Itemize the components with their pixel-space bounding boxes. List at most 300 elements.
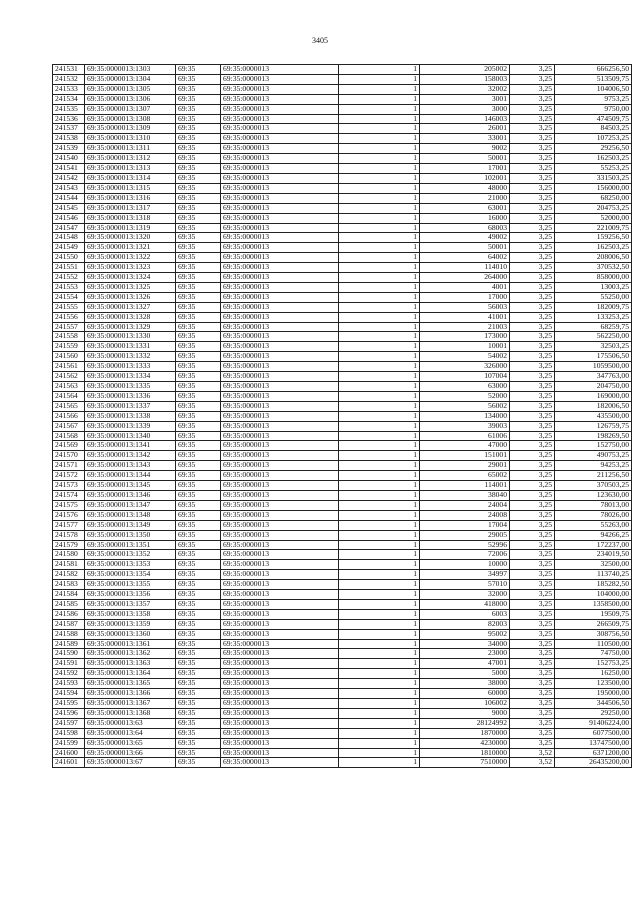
quarter-number-cell: 69:35:0000013 [221,352,339,362]
table-row [53,421,632,431]
area-cell: 3001 [420,94,510,104]
area-cell: 29005 [420,530,510,540]
cadastral-value-cell: 55253,25 [555,164,632,174]
table-row [53,173,632,183]
district-code-cell: 69:35 [176,679,221,689]
cadastral-number-cell: 69:35:0000013:1313 [85,164,176,174]
specific-value-cell: 3,25 [510,134,555,144]
area-cell: 158003 [420,74,510,84]
cadastral-number-cell: 69:35:0000013:1327 [85,302,176,312]
district-code-cell: 69:35 [176,441,221,451]
cadastral-number-cell: 69:35:0000013:1331 [85,342,176,352]
count-cell: 1 [339,94,420,104]
cadastral-number-cell: 69:35:0000013:1354 [85,570,176,580]
count-cell: 1 [339,74,420,84]
specific-value-cell: 3,25 [510,302,555,312]
cadastral-value-cell: 133253,25 [555,312,632,322]
count-cell: 1 [339,65,420,75]
cadastral-value-table [52,64,632,768]
cadastral-number-cell: 69:35:0000013:1324 [85,273,176,283]
cadastral-value-cell: 344506,50 [555,699,632,709]
specific-value-cell: 3,25 [510,292,555,302]
cadastral-value-cell: 74750,00 [555,649,632,659]
row-number-cell: 241534 [53,94,85,104]
row-number-cell: 241583 [53,580,85,590]
cadastral-value-cell: 52000,00 [555,213,632,223]
cadastral-number-cell: 69:35:0000013:1366 [85,689,176,699]
row-number-cell: 241532 [53,74,85,84]
quarter-number-cell: 69:35:0000013 [221,213,339,223]
quarter-number-cell: 69:35:0000013 [221,273,339,283]
cadastral-number-cell: 69:35:0000013:1308 [85,114,176,124]
quarter-number-cell: 69:35:0000013 [221,708,339,718]
count-cell: 1 [339,728,420,738]
quarter-number-cell: 69:35:0000013 [221,94,339,104]
district-code-cell: 69:35 [176,738,221,748]
specific-value-cell: 3,52 [510,758,555,768]
row-number-cell: 241554 [53,292,85,302]
cadastral-value-cell: 32500,00 [555,560,632,570]
cadastral-number-cell: 69:35:0000013:1323 [85,263,176,273]
area-cell: 3000 [420,104,510,114]
district-code-cell: 69:35 [176,273,221,283]
cadastral-number-cell: 69:35:0000013:1365 [85,679,176,689]
table-row [53,451,632,461]
district-code-cell: 69:35 [176,669,221,679]
quarter-number-cell: 69:35:0000013 [221,292,339,302]
cadastral-value-cell: 211256,50 [555,471,632,481]
table-row [53,580,632,590]
quarter-number-cell: 69:35:0000013 [221,619,339,629]
count-cell: 1 [339,580,420,590]
cadastral-number-cell: 69:35:0000013:1304 [85,74,176,84]
table-row [53,203,632,213]
count-cell: 1 [339,154,420,164]
row-number-cell: 241549 [53,243,85,253]
specific-value-cell: 3,25 [510,114,555,124]
cadastral-number-cell: 69:35:0000013:1346 [85,490,176,500]
district-code-cell: 69:35 [176,520,221,530]
cadastral-value-cell: 562250,00 [555,332,632,342]
specific-value-cell: 3,25 [510,540,555,550]
table-row [53,154,632,164]
count-cell: 1 [339,599,420,609]
row-number-cell: 241582 [53,570,85,580]
row-number-cell: 241597 [53,718,85,728]
district-code-cell: 69:35 [176,322,221,332]
quarter-number-cell: 69:35:0000013 [221,490,339,500]
count-cell: 1 [339,342,420,352]
cadastral-value-cell: 126759,75 [555,421,632,431]
area-cell: 5000 [420,669,510,679]
row-number-cell: 241551 [53,263,85,273]
district-code-cell: 69:35 [176,154,221,164]
quarter-number-cell: 69:35:0000013 [221,590,339,600]
cadastral-number-cell: 69:35:0000013:64 [85,728,176,738]
cadastral-number-cell: 69:35:0000013:1305 [85,84,176,94]
cadastral-value-cell: 221009,75 [555,223,632,233]
specific-value-cell: 3,25 [510,738,555,748]
table-row [53,114,632,124]
specific-value-cell: 3,25 [510,669,555,679]
district-code-cell: 69:35 [176,233,221,243]
cadastral-value-cell: 91406224,00 [555,718,632,728]
district-code-cell: 69:35 [176,590,221,600]
cadastral-value-cell: 266509,75 [555,619,632,629]
count-cell: 1 [339,570,420,580]
table-row [53,302,632,312]
cadastral-value-cell: 513509,75 [555,74,632,84]
specific-value-cell: 3,25 [510,332,555,342]
count-cell: 1 [339,173,420,183]
specific-value-cell: 3,25 [510,500,555,510]
table-row [53,183,632,193]
count-cell: 1 [339,689,420,699]
quarter-number-cell: 69:35:0000013 [221,391,339,401]
area-cell: 52996 [420,540,510,550]
row-number-cell: 241559 [53,342,85,352]
specific-value-cell: 3,25 [510,619,555,629]
cadastral-value-cell: 234019,50 [555,550,632,560]
table-row [53,193,632,203]
specific-value-cell: 3,25 [510,382,555,392]
count-cell: 1 [339,253,420,263]
row-number-cell: 241553 [53,282,85,292]
district-code-cell: 69:35 [176,213,221,223]
district-code-cell: 69:35 [176,74,221,84]
area-cell: 418000 [420,599,510,609]
area-cell: 9000 [420,708,510,718]
specific-value-cell: 3,25 [510,560,555,570]
quarter-number-cell: 69:35:0000013 [221,124,339,134]
area-cell: 65002 [420,471,510,481]
district-code-cell: 69:35 [176,164,221,174]
cadastral-number-cell: 69:35:0000013:1315 [85,183,176,193]
row-number-cell: 241571 [53,461,85,471]
district-code-cell: 69:35 [176,699,221,709]
count-cell: 1 [339,233,420,243]
cadastral-number-cell: 69:35:0000013:1362 [85,649,176,659]
row-number-cell: 241543 [53,183,85,193]
table-row [53,520,632,530]
count-cell: 1 [339,302,420,312]
count-cell: 1 [339,748,420,758]
cadastral-value-cell: 104000,00 [555,590,632,600]
quarter-number-cell: 69:35:0000013 [221,510,339,520]
specific-value-cell: 3,25 [510,431,555,441]
cadastral-number-cell: 69:35:0000013:1349 [85,520,176,530]
district-code-cell: 69:35 [176,570,221,580]
table-row [53,104,632,114]
quarter-number-cell: 69:35:0000013 [221,609,339,619]
quarter-number-cell: 69:35:0000013 [221,233,339,243]
quarter-number-cell: 69:35:0000013 [221,322,339,332]
cadastral-number-cell: 69:35:0000013:1345 [85,481,176,491]
district-code-cell: 69:35 [176,659,221,669]
count-cell: 1 [339,669,420,679]
cadastral-number-cell: 69:35:0000013:1338 [85,411,176,421]
specific-value-cell: 3,25 [510,352,555,362]
quarter-number-cell: 69:35:0000013 [221,699,339,709]
quarter-number-cell: 69:35:0000013 [221,500,339,510]
cadastral-value-cell: 172237,00 [555,540,632,550]
cadastral-number-cell: 69:35:0000013:1329 [85,322,176,332]
area-cell: 61006 [420,431,510,441]
row-number-cell: 241533 [53,84,85,94]
quarter-number-cell: 69:35:0000013 [221,253,339,263]
count-cell: 1 [339,649,420,659]
row-number-cell: 241560 [53,352,85,362]
table-row [53,619,632,629]
cadastral-number-cell: 69:35:0000013:1309 [85,124,176,134]
cadastral-value-cell: 19509,75 [555,609,632,619]
row-number-cell: 241575 [53,500,85,510]
table-row [53,728,632,738]
table-row [53,590,632,600]
area-cell: 10001 [420,342,510,352]
table-row [53,530,632,540]
row-number-cell: 241565 [53,401,85,411]
area-cell: 205002 [420,65,510,75]
cadastral-value-cell: 123630,00 [555,490,632,500]
row-number-cell: 241570 [53,451,85,461]
area-cell: 146003 [420,114,510,124]
cadastral-value-cell: 13747500,00 [555,738,632,748]
cadastral-number-cell: 69:35:0000013:1358 [85,609,176,619]
district-code-cell: 69:35 [176,411,221,421]
table-row [53,134,632,144]
table-row [53,84,632,94]
count-cell: 1 [339,540,420,550]
table-row [53,461,632,471]
cadastral-value-cell: 666256,50 [555,65,632,75]
table-row [53,411,632,421]
row-number-cell: 241544 [53,193,85,203]
cadastral-value-cell: 9753,25 [555,94,632,104]
district-code-cell: 69:35 [176,649,221,659]
specific-value-cell: 3,25 [510,599,555,609]
count-cell: 1 [339,312,420,322]
row-number-cell: 241593 [53,679,85,689]
cadastral-number-cell: 69:35:0000013:1347 [85,500,176,510]
row-number-cell: 241535 [53,104,85,114]
area-cell: 17000 [420,292,510,302]
table-row [53,659,632,669]
cadastral-number-cell: 69:35:0000013:1330 [85,332,176,342]
table-row [53,372,632,382]
specific-value-cell: 3,25 [510,282,555,292]
specific-value-cell: 3,25 [510,530,555,540]
specific-value-cell: 3,25 [510,471,555,481]
table-row [53,599,632,609]
area-cell: 38040 [420,490,510,500]
specific-value-cell: 3,25 [510,550,555,560]
cadastral-number-cell: 69:35:0000013:1368 [85,708,176,718]
district-code-cell: 69:35 [176,114,221,124]
table-row [53,94,632,104]
district-code-cell: 69:35 [176,599,221,609]
specific-value-cell: 3,25 [510,203,555,213]
cadastral-value-cell: 175506,50 [555,352,632,362]
quarter-number-cell: 69:35:0000013 [221,718,339,728]
cadastral-number-cell: 69:35:0000013:1319 [85,223,176,233]
cadastral-number-cell: 69:35:0000013:1359 [85,619,176,629]
quarter-number-cell: 69:35:0000013 [221,520,339,530]
cadastral-number-cell: 69:35:0000013:1363 [85,659,176,669]
district-code-cell: 69:35 [176,461,221,471]
district-code-cell: 69:35 [176,65,221,75]
district-code-cell: 69:35 [176,193,221,203]
district-code-cell: 69:35 [176,639,221,649]
cadastral-number-cell: 69:35:0000013:1360 [85,629,176,639]
cadastral-value-cell: 107253,25 [555,134,632,144]
count-cell: 1 [339,84,420,94]
district-code-cell: 69:35 [176,362,221,372]
specific-value-cell: 3,25 [510,649,555,659]
cadastral-value-cell: 474509,75 [555,114,632,124]
table-row [53,431,632,441]
area-cell: 114001 [420,481,510,491]
area-cell: 114010 [420,263,510,273]
count-cell: 1 [339,629,420,639]
specific-value-cell: 3,25 [510,84,555,94]
quarter-number-cell: 69:35:0000013 [221,570,339,580]
area-cell: 49002 [420,233,510,243]
table-row [53,540,632,550]
cadastral-value-cell: 198269,50 [555,431,632,441]
row-number-cell: 241566 [53,411,85,421]
table-row [53,382,632,392]
cadastral-value-cell: 169000,00 [555,391,632,401]
count-cell: 1 [339,282,420,292]
count-cell: 1 [339,292,420,302]
quarter-number-cell: 69:35:0000013 [221,183,339,193]
quarter-number-cell: 69:35:0000013 [221,84,339,94]
specific-value-cell: 3,25 [510,65,555,75]
cadastral-value-cell: 6077500,00 [555,728,632,738]
district-code-cell: 69:35 [176,352,221,362]
area-cell: 4230000 [420,738,510,748]
cadastral-number-cell: 69:35:0000013:1320 [85,233,176,243]
specific-value-cell: 3,25 [510,104,555,114]
area-cell: 95002 [420,629,510,639]
cadastral-value-cell: 84503,25 [555,124,632,134]
table-row [53,758,632,768]
cadastral-value-cell: 55250,00 [555,292,632,302]
table-row [53,164,632,174]
area-cell: 39003 [420,421,510,431]
district-code-cell: 69:35 [176,689,221,699]
district-code-cell: 69:35 [176,431,221,441]
area-cell: 24004 [420,500,510,510]
cadastral-value-cell: 16250,00 [555,669,632,679]
area-cell: 38000 [420,679,510,689]
quarter-number-cell: 69:35:0000013 [221,738,339,748]
row-number-cell: 241548 [53,233,85,243]
specific-value-cell: 3,25 [510,233,555,243]
district-code-cell: 69:35 [176,173,221,183]
row-number-cell: 241577 [53,520,85,530]
specific-value-cell: 3,25 [510,342,555,352]
quarter-number-cell: 69:35:0000013 [221,74,339,84]
cadastral-value-cell: 32503,25 [555,342,632,352]
row-number-cell: 241564 [53,391,85,401]
area-cell: 56002 [420,401,510,411]
cadastral-number-cell: 69:35:0000013:1337 [85,401,176,411]
area-cell: 21003 [420,322,510,332]
area-cell: 151001 [420,451,510,461]
district-code-cell: 69:35 [176,550,221,560]
cadastral-number-cell: 69:35:0000013:1348 [85,510,176,520]
district-code-cell: 69:35 [176,332,221,342]
table-row [53,253,632,263]
row-number-cell: 241539 [53,144,85,154]
area-cell: 54002 [420,352,510,362]
row-number-cell: 241569 [53,441,85,451]
district-code-cell: 69:35 [176,471,221,481]
table-row [53,490,632,500]
quarter-number-cell: 69:35:0000013 [221,134,339,144]
cadastral-value-cell: 182006,50 [555,401,632,411]
district-code-cell: 69:35 [176,312,221,322]
area-cell: 28124992 [420,718,510,728]
quarter-number-cell: 69:35:0000013 [221,639,339,649]
area-cell: 23000 [420,649,510,659]
row-number-cell: 241572 [53,471,85,481]
cadastral-value-cell: 858000,00 [555,273,632,283]
quarter-number-cell: 69:35:0000013 [221,114,339,124]
cadastral-number-cell: 69:35:0000013:66 [85,748,176,758]
cadastral-value-cell: 490753,25 [555,451,632,461]
specific-value-cell: 3,25 [510,94,555,104]
table-row [53,718,632,728]
district-code-cell: 69:35 [176,619,221,629]
page-number: 3405 [312,36,328,45]
count-cell: 1 [339,619,420,629]
area-cell: 4001 [420,282,510,292]
quarter-number-cell: 69:35:0000013 [221,144,339,154]
cadastral-number-cell: 69:35:0000013:67 [85,758,176,768]
quarter-number-cell: 69:35:0000013 [221,481,339,491]
table-row [53,481,632,491]
area-cell: 82003 [420,619,510,629]
cadastral-value-cell: 159256,50 [555,233,632,243]
area-cell: 7510000 [420,758,510,768]
row-number-cell: 241531 [53,65,85,75]
district-code-cell: 69:35 [176,94,221,104]
quarter-number-cell: 69:35:0000013 [221,243,339,253]
cadastral-value-cell: 29256,50 [555,144,632,154]
specific-value-cell: 3,25 [510,689,555,699]
district-code-cell: 69:35 [176,372,221,382]
row-number-cell: 241568 [53,431,85,441]
quarter-number-cell: 69:35:0000013 [221,342,339,352]
district-code-cell: 69:35 [176,183,221,193]
area-cell: 17001 [420,164,510,174]
specific-value-cell: 3,25 [510,74,555,84]
quarter-number-cell: 69:35:0000013 [221,173,339,183]
table-row [53,649,632,659]
area-cell: 34997 [420,570,510,580]
row-number-cell: 241573 [53,481,85,491]
cadastral-value-cell: 104006,50 [555,84,632,94]
row-number-cell: 241547 [53,223,85,233]
area-cell: 26001 [420,124,510,134]
table-row [53,679,632,689]
specific-value-cell: 3,25 [510,154,555,164]
area-cell: 107004 [420,372,510,382]
table-row [53,312,632,322]
